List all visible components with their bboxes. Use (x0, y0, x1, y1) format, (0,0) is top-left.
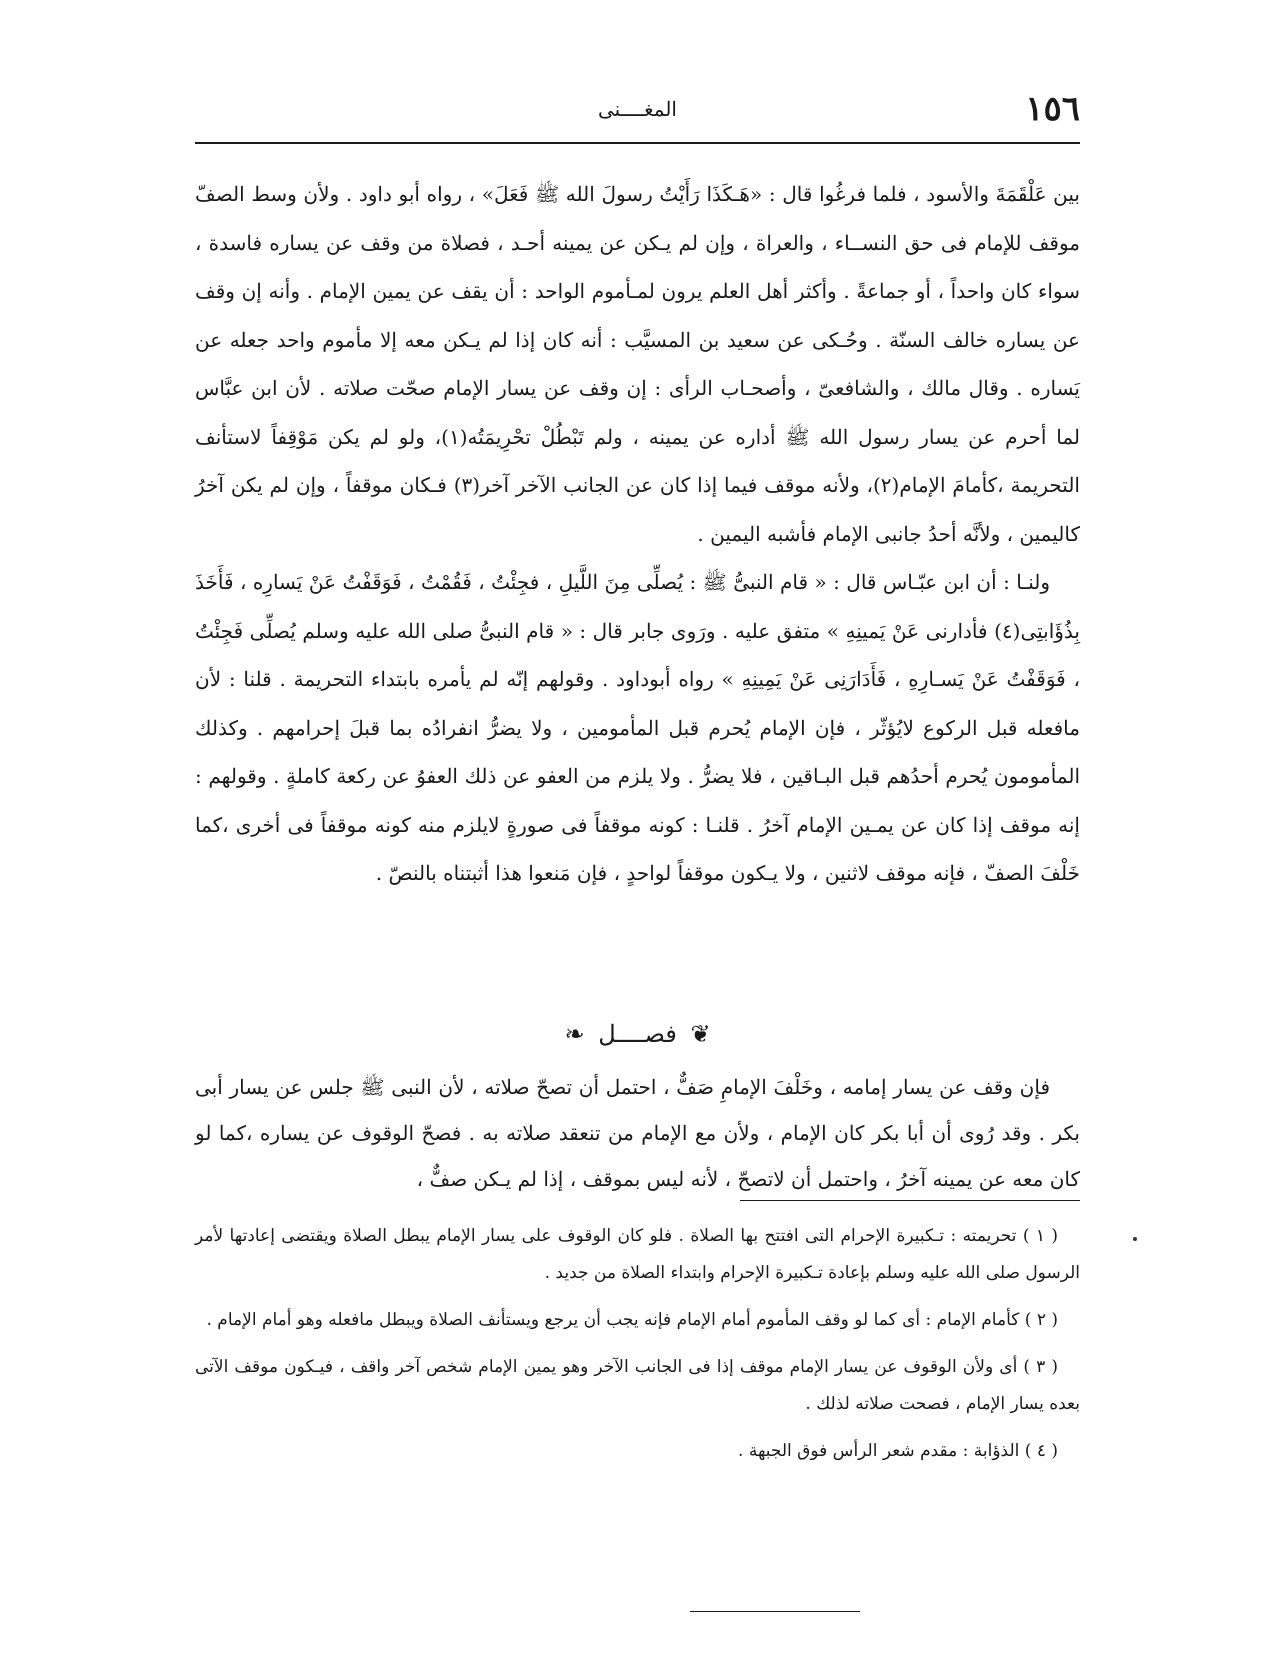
section-paragraph: فإن وقف عن يسار إمامه ، وخَلْفَ الإمامِ صَفٌّ ، احتمل أن تصحّ صلاته ، لأن النبى ﷺ جلس عن يسار أبى بكر . وقد رُوى أن أبا بكر كان الإمام ، ولأن مع الإمام من تنعقد صلاته به . فصحّ الوقوف عن يساره ،كما لو كان معه عن يمينه آخرُ ، واحتمل أن لاتصحّ ، لأنه ليس بموقف ، إذا لم يـكن صفٌّ ، (195, 1075, 1080, 1191)
bottom-rule (690, 1611, 860, 1612)
running-title: المغــــنى (597, 97, 677, 121)
section-heading (195, 1010, 1080, 1054)
page-header (195, 85, 1080, 145)
footnote-4: ( ٤ ) الذؤابة : مقدم شعر الرأس فوق الجبهة . (738, 1441, 1058, 1461)
section-text (195, 1064, 1080, 1202)
page-number: ١٥٦ (1025, 89, 1080, 129)
main-text (195, 170, 1080, 898)
footnotes (195, 1218, 1080, 1470)
section-title: فصــــل (598, 1019, 677, 1048)
ornament-left-icon: ❦ (690, 1019, 711, 1048)
margin-speck (1133, 1237, 1137, 1241)
body-paragraph-2: ولنـا : أن ابن عبّـاس قال : « قام النبىُّ ﷺ : يُصلِّى مِنَ اللَّيلِ ، فجِئْتُ ، فَقُمْتُ ، فَوَقَفْتُ عَنْ يَسارِه ، فَأَخَذَ بِذُؤَابتِى(٤) فأدارنى عَنْ يَمينِهِ » متفق عليه . ورَوى جابر قال : « قام النبىُّ صلى الله عليه وسلم يُصلِّى فَجِئْتُ ، فَوَقَفْتُ عَنْ يَسـارِهِ ، فَأَدَارَنِى عَنْ يَمِينِهِ » رواه أبوداود . وقولهم إنّه لم يأمره بابتداء التحريمة . قلنا : لأن مافعله قبل الركوع لايُؤثّر ، فإن الإمام يُحرم قبل المأمومين ، ولا يضرُّ انفرادُه بما قبلَ إحرامهم . وكذلك المأمومون يُحرم أحدُهم قبل البـاقين ، فلا يضرُّ . ولا يلزم من العفو عن ذلك العفوُ عن ركعة كاملةٍ . وقولهم : إنه موقف إذا كان عن يمـين الإمام آخرُ . قلنـا : كونه موقفاً فى صورةٍ لايلزم منه كونه موقفاً فى أخرى ،كما خَلْفَ الصفّ ، فإنه موقف لاثنين ، ولا يـكون موقفاً لواحدٍ ، فإن مَنعوا هذا أثبتناه بالنصّ . (195, 570, 1080, 885)
body-paragraph-1: بين عَلْقَمَةَ والأسود ، فلما فرغُوا قال : «هَـكَذَا رَأَيْتُ رسولَ الله ﷺ فَعَلَ» ، رواه أبو داود . ولأن وسط الصفّ موقف للإمام فى حق النســاء ، والعراة ، وإن لم يـكن عن يمينه أحـد ، فصلاة من وقف عن يساره فاسدة ، سواء كان واحداً ، أو جماعةً . وأكثر أهل العلم يرون لمـأموم الواحد : أن يقف عن يمين الإمام . وأنه إن وقف عن يساره خالف السنّة . وحُـكى عن سعيد بن المسيَّب : أنه كان إذا لم يـكن معه إلا مأموم واحد جعله عن يَساره . وقال مالك ، والشافعىّ ، وأصحـاب الرأى : إن وقف عن يسار الإمام صحّت صلاته . لأن ابن عبَّاس لما أحرم عن يسار رسول الله ﷺ أداره عن يمينه ، ولم تَبْطُلْ تحْرِيمَتُه(١)، ولو لم يكن مَوْقِفاً لاستأنف التحريمة ،كأمامَ الإمام(٢)، ولأنه موقف فيما إذا كان عن الجانب الآخر آخر(٣) فـكان موقفاً ، وإن لم يكن آخرُ كاليمين ، ولأنَّه أحدُ جانبى الإمام فأشبه اليمين . (195, 182, 1080, 546)
footnote-1: ( ١ ) تحريمته : تـكبيرة الإحرام التى افتتح بها الصلاة . فلو كان الوقوف على يسار الإمام يبطل الصلاة ويقتضى إعادتها لأمر الرسول صلى الله عليه وسلم بإعادة تـكبيرة الإحرام وابتداء الصلاة من جديد . (195, 1226, 1080, 1283)
header-rule (195, 142, 1080, 144)
footnote-rule (740, 1200, 1080, 1201)
footnote-2: ( ٢ ) كأمام الإمام : أى كما لو وقف المأموم أمام الإمام فإنه يجب أن يرجع ويستأنف الصلاة ويبطل مافعله وهو أمام الإمام . (206, 1310, 1058, 1330)
footnote-3: ( ٣ ) أى ولأن الوقوف عن يسار الإمام موقف إذا فى الجانب الآخر وهو يمين الإمام شخص آخر واقف ، فيـكون موقف الآتى بعده يسار الإمام ، فصحت صلاته لذلك . (195, 1357, 1080, 1414)
ornament-right-icon: ❧ (564, 1019, 585, 1048)
